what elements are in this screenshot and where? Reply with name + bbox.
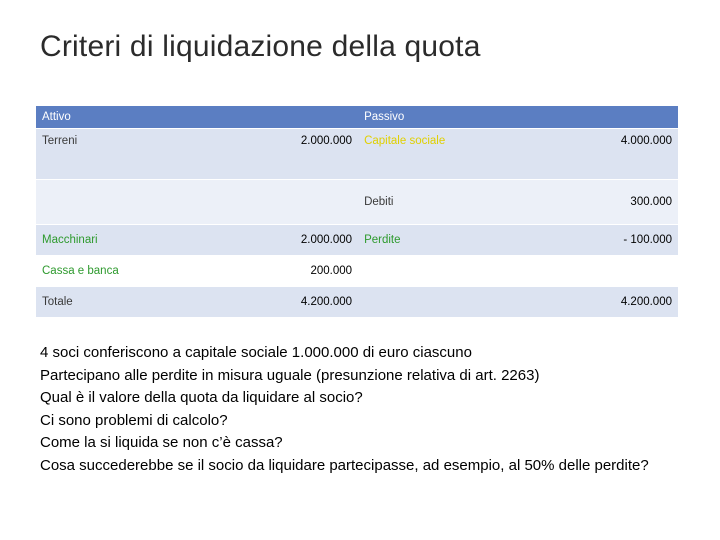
balance-sheet-table	[36, 106, 678, 318]
table-row	[36, 256, 678, 287]
header-blank-2	[517, 106, 678, 129]
asset-value	[197, 180, 358, 225]
liability-label	[358, 256, 517, 287]
liability-label: Capitale sociale	[358, 129, 517, 180]
asset-label: Cassa e banca	[36, 256, 197, 287]
header-blank	[197, 106, 358, 129]
asset-label: Terreni	[36, 129, 197, 180]
slide-title: Criteri di liquidazione della quota	[40, 30, 481, 63]
asset-label	[36, 180, 197, 225]
liability-label: Debiti	[358, 180, 517, 225]
table-row	[36, 225, 678, 256]
text-line: Cosa succederebbe se il socio da liquidare partecipasse, ad esempio, al 50% delle perdite?	[40, 456, 649, 474]
table-row-total	[36, 287, 678, 318]
text-line: Come la si liquida se non c’è cassa?	[40, 434, 283, 451]
liability-value	[517, 256, 678, 287]
table-row	[36, 180, 678, 225]
asset-label: Macchinari	[36, 225, 197, 256]
text-line: Qual è il valore della quota da liquidare al socio?	[40, 389, 363, 406]
text-line: 4 soci conferiscono a capitale sociale 1.000.000 di euro ciascuno	[40, 344, 472, 361]
liability-label	[358, 287, 517, 318]
table-row	[36, 129, 678, 180]
total-label: Totale	[36, 287, 197, 318]
liability-value: 4.000.000	[517, 129, 678, 180]
total-liabilities-value: 4.200.000	[517, 287, 678, 318]
question-list	[40, 342, 680, 477]
header-attivo: Attivo	[36, 106, 197, 129]
asset-value: 2.000.000	[197, 225, 358, 256]
asset-value: 2.000.000	[197, 129, 358, 180]
liability-label: Perdite	[358, 225, 517, 256]
table-header-row	[36, 106, 678, 129]
liability-value: - 100.000	[517, 225, 678, 256]
asset-value: 200.000	[197, 256, 358, 287]
text-line: Ci sono problemi di calcolo?	[40, 411, 228, 429]
total-assets-value: 4.200.000	[197, 287, 358, 318]
liability-value: 300.000	[517, 180, 678, 225]
header-passivo: Passivo	[358, 106, 517, 129]
text-line: Partecipano alle perdite in misura uguale (presunzione relativa di art. 2263)	[40, 366, 540, 384]
